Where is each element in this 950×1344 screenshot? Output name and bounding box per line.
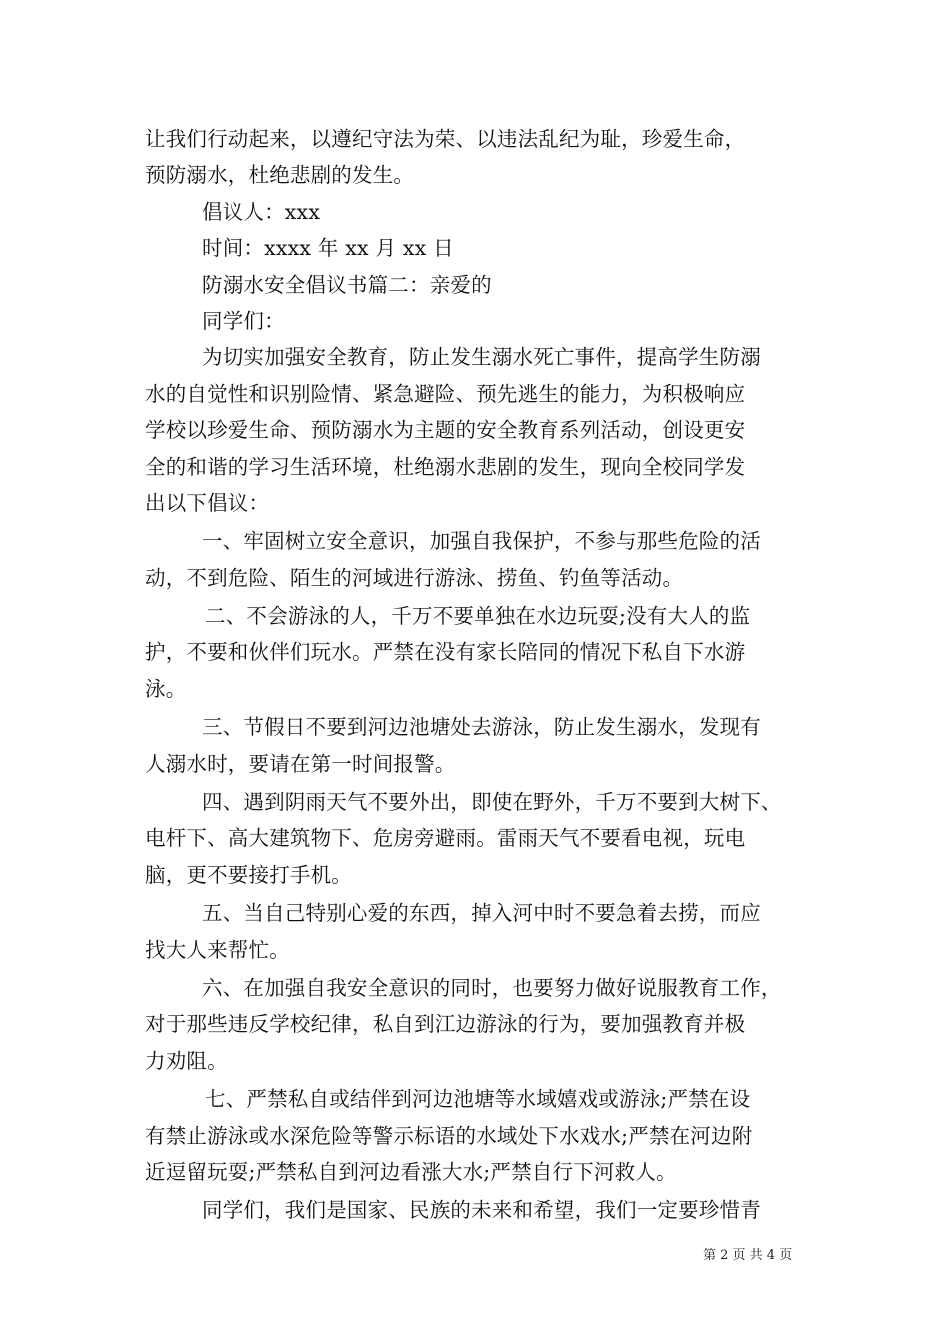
- text-line: 三、节假日不要到河边池塘处去游泳，防止发生溺水，发现有: [202, 715, 761, 740]
- text-line: 护，不要和伙伴们玩水。严禁在没有家长陪同的情况下私自下水游: [145, 640, 746, 665]
- text-line: 脑，更不要接打手机。: [145, 862, 352, 887]
- text-line: 七、严禁私自或结伴到河边池塘等水域嬉戏或游泳;严禁在设: [205, 1087, 751, 1112]
- text-line: 力劝阻。: [145, 1048, 228, 1073]
- text-line: 同学们，我们是国家、民族的未来和希望，我们一定要珍惜青: [202, 1198, 761, 1223]
- text-line: 二、不会游泳的人，千万不要单独在水边玩耍;没有大人的监: [205, 604, 751, 629]
- text-line: 泳。: [145, 676, 187, 701]
- text-line: 六、在加强自我安全意识的同时，也要努力做好说服教育工作，: [202, 975, 782, 1000]
- text-line: 五、当自己特别心爱的东西，掉入河中时不要急着去捞，而应: [202, 901, 761, 926]
- text-line: 水的自觉性和识别险情、紧急避险、预先逃生的能力，为积极响应: [145, 381, 746, 406]
- text-line: 出以下倡议：: [145, 490, 270, 515]
- text-line: 倡议人：xxx: [202, 199, 321, 224]
- text-line: 对于那些违反学校纪律，私自到江边游泳的行为，要加强教育并极: [145, 1012, 746, 1037]
- text-line: 让我们行动起来，以遵纪守法为荣、以违法乱纪为耻，珍爱生命，: [145, 127, 746, 151]
- text-line: 为切实加强安全教育，防止发生溺水死亡事件，提高学生防溺: [202, 345, 761, 370]
- text-line: 人溺水时，要请在第一时间报警。: [145, 751, 456, 776]
- text-line: 防溺水安全倡议书篇二：亲爱的: [202, 272, 492, 297]
- text-line: 找大人来帮忙。: [145, 937, 290, 962]
- text-line: 全的和谐的学习生活环境，杜绝溺水悲剧的发生，现向全校同学发: [145, 454, 746, 479]
- document-body: [145, 121, 835, 1229]
- page-number-footer: 第 2 页 共 4 页: [703, 1248, 793, 1263]
- text-line: 四、遇到阴雨天气不要外出，即使在野外，千万不要到大树下、: [202, 790, 782, 815]
- text-line: 有禁止游泳或水深危险等警示标语的水域处下水戏水;严禁在河边附: [145, 1123, 753, 1148]
- text-line: 近逗留玩耍;严禁私自到河边看涨大水;严禁自行下河救人。: [145, 1159, 677, 1184]
- text-line: 同学们：: [202, 308, 285, 333]
- text-line: 一、牢固树立安全意识，加强自我保护，不参与那些危险的活: [202, 529, 761, 554]
- text-line: 学校以珍爱生命、预防溺水为主题的安全教育系列活动，创设更安: [145, 418, 746, 443]
- text-line: 预防溺水，杜绝悲剧的发生。: [145, 163, 415, 188]
- text-line: 动，不到危险、陌生的河域进行游泳、捞鱼、钓鱼等活动。: [145, 565, 684, 590]
- text-line: 电杆下、高大建筑物下、危房旁避雨。雷雨天气不要看电视，玩电: [145, 826, 746, 851]
- text-line: 时间：xxxx 年 xx 月 xx 日: [202, 236, 454, 261]
